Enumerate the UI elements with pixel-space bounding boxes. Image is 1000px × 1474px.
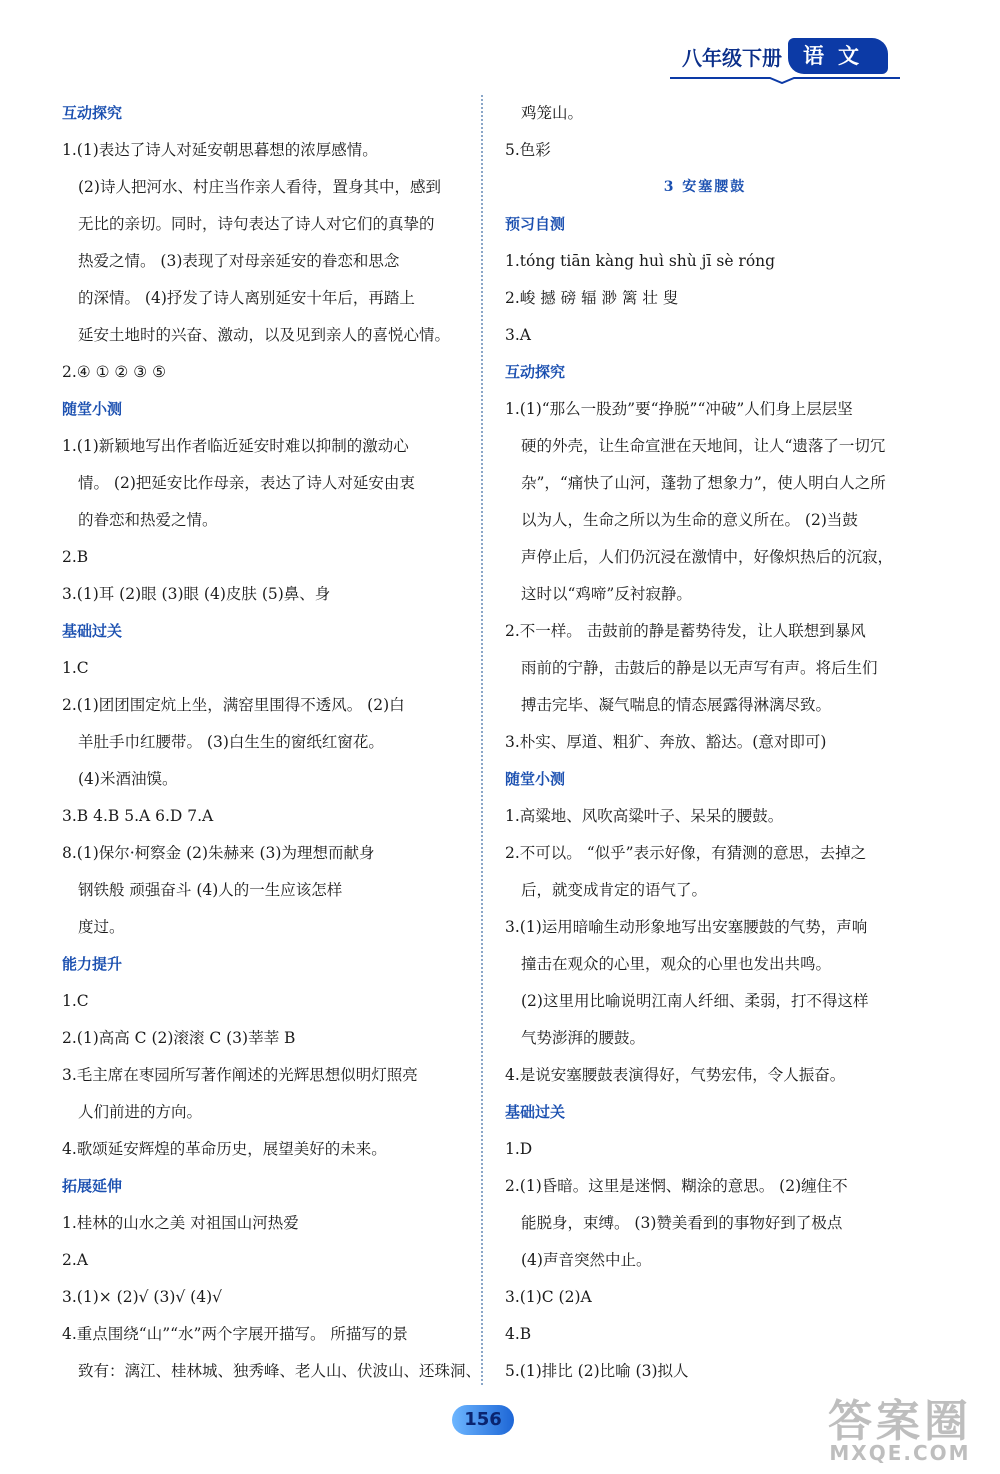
section-heading: 拓展延伸 [62,1177,123,1195]
lesson-title: 3 安塞腰鼓 [663,179,747,195]
watermark-main: 答案圈 [828,1396,972,1447]
answer-line: 3.(1)C (2)A [505,1288,592,1306]
answer-line: 1.C [62,992,89,1010]
answer-line: 4.B [505,1325,532,1343]
subject-badge: 语文 [788,38,888,74]
answer-continuation: 情。 (2)把延安比作母亲，表达了诗人对延安由衷 [78,474,415,492]
answer-line: 4.歌颂延安辉煌的革命历史，展望美好的未来。 [62,1140,387,1158]
answer-continuation: 声停止后，人们仍沉浸在激情中，好像炽热后的沉寂， [521,548,894,566]
answer-line: 1.高粱地、风吹高粱叶子、呆呆的腰鼓。 [505,807,784,825]
watermark-logo [805,1385,995,1470]
answer-continuation: (4)米酒油馍。 [78,770,178,788]
answer-continuation: 雨前的宁静，击鼓后的静是以无声写有声。将后生们 [521,659,878,677]
answer-line: 3.(1)耳 (2)眼 (3)眼 (4)皮肤 (5)鼻、身 [62,585,331,603]
right-column [505,98,905,1393]
answer-continuation: 这时以“鸡啼”反衬寂静。 [521,585,692,603]
answer-line: 1.(1)新颖地写出作者临近延安时难以抑制的激动心 [62,437,409,455]
watermark-domain: MXQE.COM [829,1441,971,1465]
answer-line: 2.B [62,548,89,566]
answer-line: 1.桂林的山水之美 对祖国山河热爱 [62,1214,299,1232]
answer-continuation: 致有：漓江、桂林城、独秀峰、老人山、伏波山、还珠洞、 [78,1362,482,1380]
answer-line: 2.(1)高高 C (2)滚滚 C (3)莘莘 B [62,1029,296,1047]
answer-line: 2.不可以。 “似乎”表示好像，有猜测的意思，去掉之 [505,844,867,862]
answer-line: 2.④ ① ② ③ ⑤ [62,363,166,381]
answer-line: 2.不一样。 击鼓前的静是蓄势待发，让人联想到暴风 [505,622,866,640]
answer-continuation: 人们前进的方向。 [78,1103,203,1121]
header-underline [670,76,900,84]
answer-continuation: 鸡笼山。 [521,104,584,122]
answer-continuation: (4)声音突然中止。 [521,1251,652,1269]
answer-line: 2.(1)昏暗。这里是迷惘、糊涂的意思。 (2)缠住不 [505,1177,848,1195]
answer-continuation: (2)这里用比喻说明江南人纤细、柔弱，打不得这样 [521,992,869,1010]
answer-continuation: 杂”，“痛快了山河，蓬勃了想象力”，使人明白人之所 [521,474,886,492]
answer-line: 3.(1)× (2)√ (3)√ (4)√ [62,1288,223,1306]
answer-continuation: 撞击在观众的心里，观众的心里也发出共鸣。 [521,955,832,973]
answer-continuation: 硬的外壳，让生命宣泄在天地间，让人“遗落了一切冗 [521,437,886,455]
answer-continuation: 羊肚手巾红腰带。 (3)白生生的窗纸红窗花。 [78,733,384,751]
answer-line: 3.(1)运用暗喻生动形象地写出安塞腰鼓的气势，声响 [505,918,868,936]
answer-continuation: 后，就变成肯定的语气了。 [521,881,708,899]
answer-line: 8.(1)保尔·柯察金 (2)朱赫来 (3)为理想而献身 [62,844,375,862]
answer-line: 1.(1)表达了诗人对延安朝思暮想的浓厚感情。 [62,141,378,159]
answer-line: 1.C [62,659,89,677]
answer-continuation: 搏击完毕、凝气喘息的情态展露得淋漓尽致。 [521,696,832,714]
answer-line: 3.A [505,326,531,344]
answer-line: 5.色彩 [505,141,551,159]
answer-continuation: 无比的亲切。同时，诗句表达了诗人对它们的真挚的 [78,215,435,233]
answer-line: 3.B 4.B 5.A 6.D 7.A [62,807,214,825]
answer-continuation: 度过。 [78,918,125,936]
page-number: 156 [452,1405,514,1435]
answer-continuation: 的眷恋和热爱之情。 [78,511,218,529]
answer-continuation: 延安土地时的兴奋、激动，以及见到亲人的喜悦心情。 [78,326,451,344]
section-heading: 随堂小测 [62,400,123,418]
answer-continuation: 的深情。 (4)抒发了诗人离别延安十年后，再踏上 [78,289,415,307]
left-column [62,98,482,1393]
answer-line: 4.重点围绕“山”“水”两个字展开描写。 所描写的景 [62,1325,408,1343]
answer-line: 3.朴实、厚道、粗犷、奔放、豁达。(意对即可) [505,733,827,751]
answer-line: 3.毛主席在枣园所写著作阐述的光辉思想似明灯照亮 [62,1066,418,1084]
section-heading: 互动探究 [505,363,566,381]
answer-continuation: 以为人，生命之所以为生命的意义所在。 (2)当鼓 [521,511,858,529]
answer-continuation: 气势澎湃的腰鼓。 [521,1029,646,1047]
page-header [670,36,900,84]
answer-line: 5.(1)排比 (2)比喻 (3)拟人 [505,1362,689,1380]
answer-line: 2.(1)团团围定炕上坐，满窑里围得不透风。 (2)白 [62,696,405,714]
answer-continuation: 热爱之情。 (3)表现了对母亲延安的眷恋和思念 [78,252,400,270]
answer-line: 4.是说安塞腰鼓表演得好，气势宏伟，令人振奋。 [505,1066,846,1084]
section-heading: 基础过关 [62,622,123,640]
answer-line: 1.tóng tiān kàng huì shù jī sè róng [505,252,776,270]
answer-line: 2.A [62,1251,88,1269]
section-heading: 能力提升 [62,955,123,973]
section-heading: 基础过关 [505,1103,566,1121]
answer-line: 1.D [505,1140,533,1158]
answer-continuation: 钢铁般 顽强奋斗 (4)人的一生应该怎样 [78,881,343,899]
section-heading: 预习自测 [505,215,566,233]
answer-line: 1.(1)“那么一股劲”要“挣脱”“冲破”人们身上层层坚 [505,400,853,418]
column-divider [481,95,483,1385]
answer-line: 2.峻 撼 磅 辐 渺 篱 壮 叟 [505,289,679,307]
answer-continuation: (2)诗人把河水、村庄当作亲人看待，置身其中，感到 [78,178,441,196]
answer-continuation: 能脱身，束缚。 (3)赞美看到的事物好到了极点 [521,1214,843,1232]
grade-label: 八年级下册 [682,46,782,70]
section-heading: 互动探究 [62,104,123,122]
section-heading: 随堂小测 [505,770,566,788]
